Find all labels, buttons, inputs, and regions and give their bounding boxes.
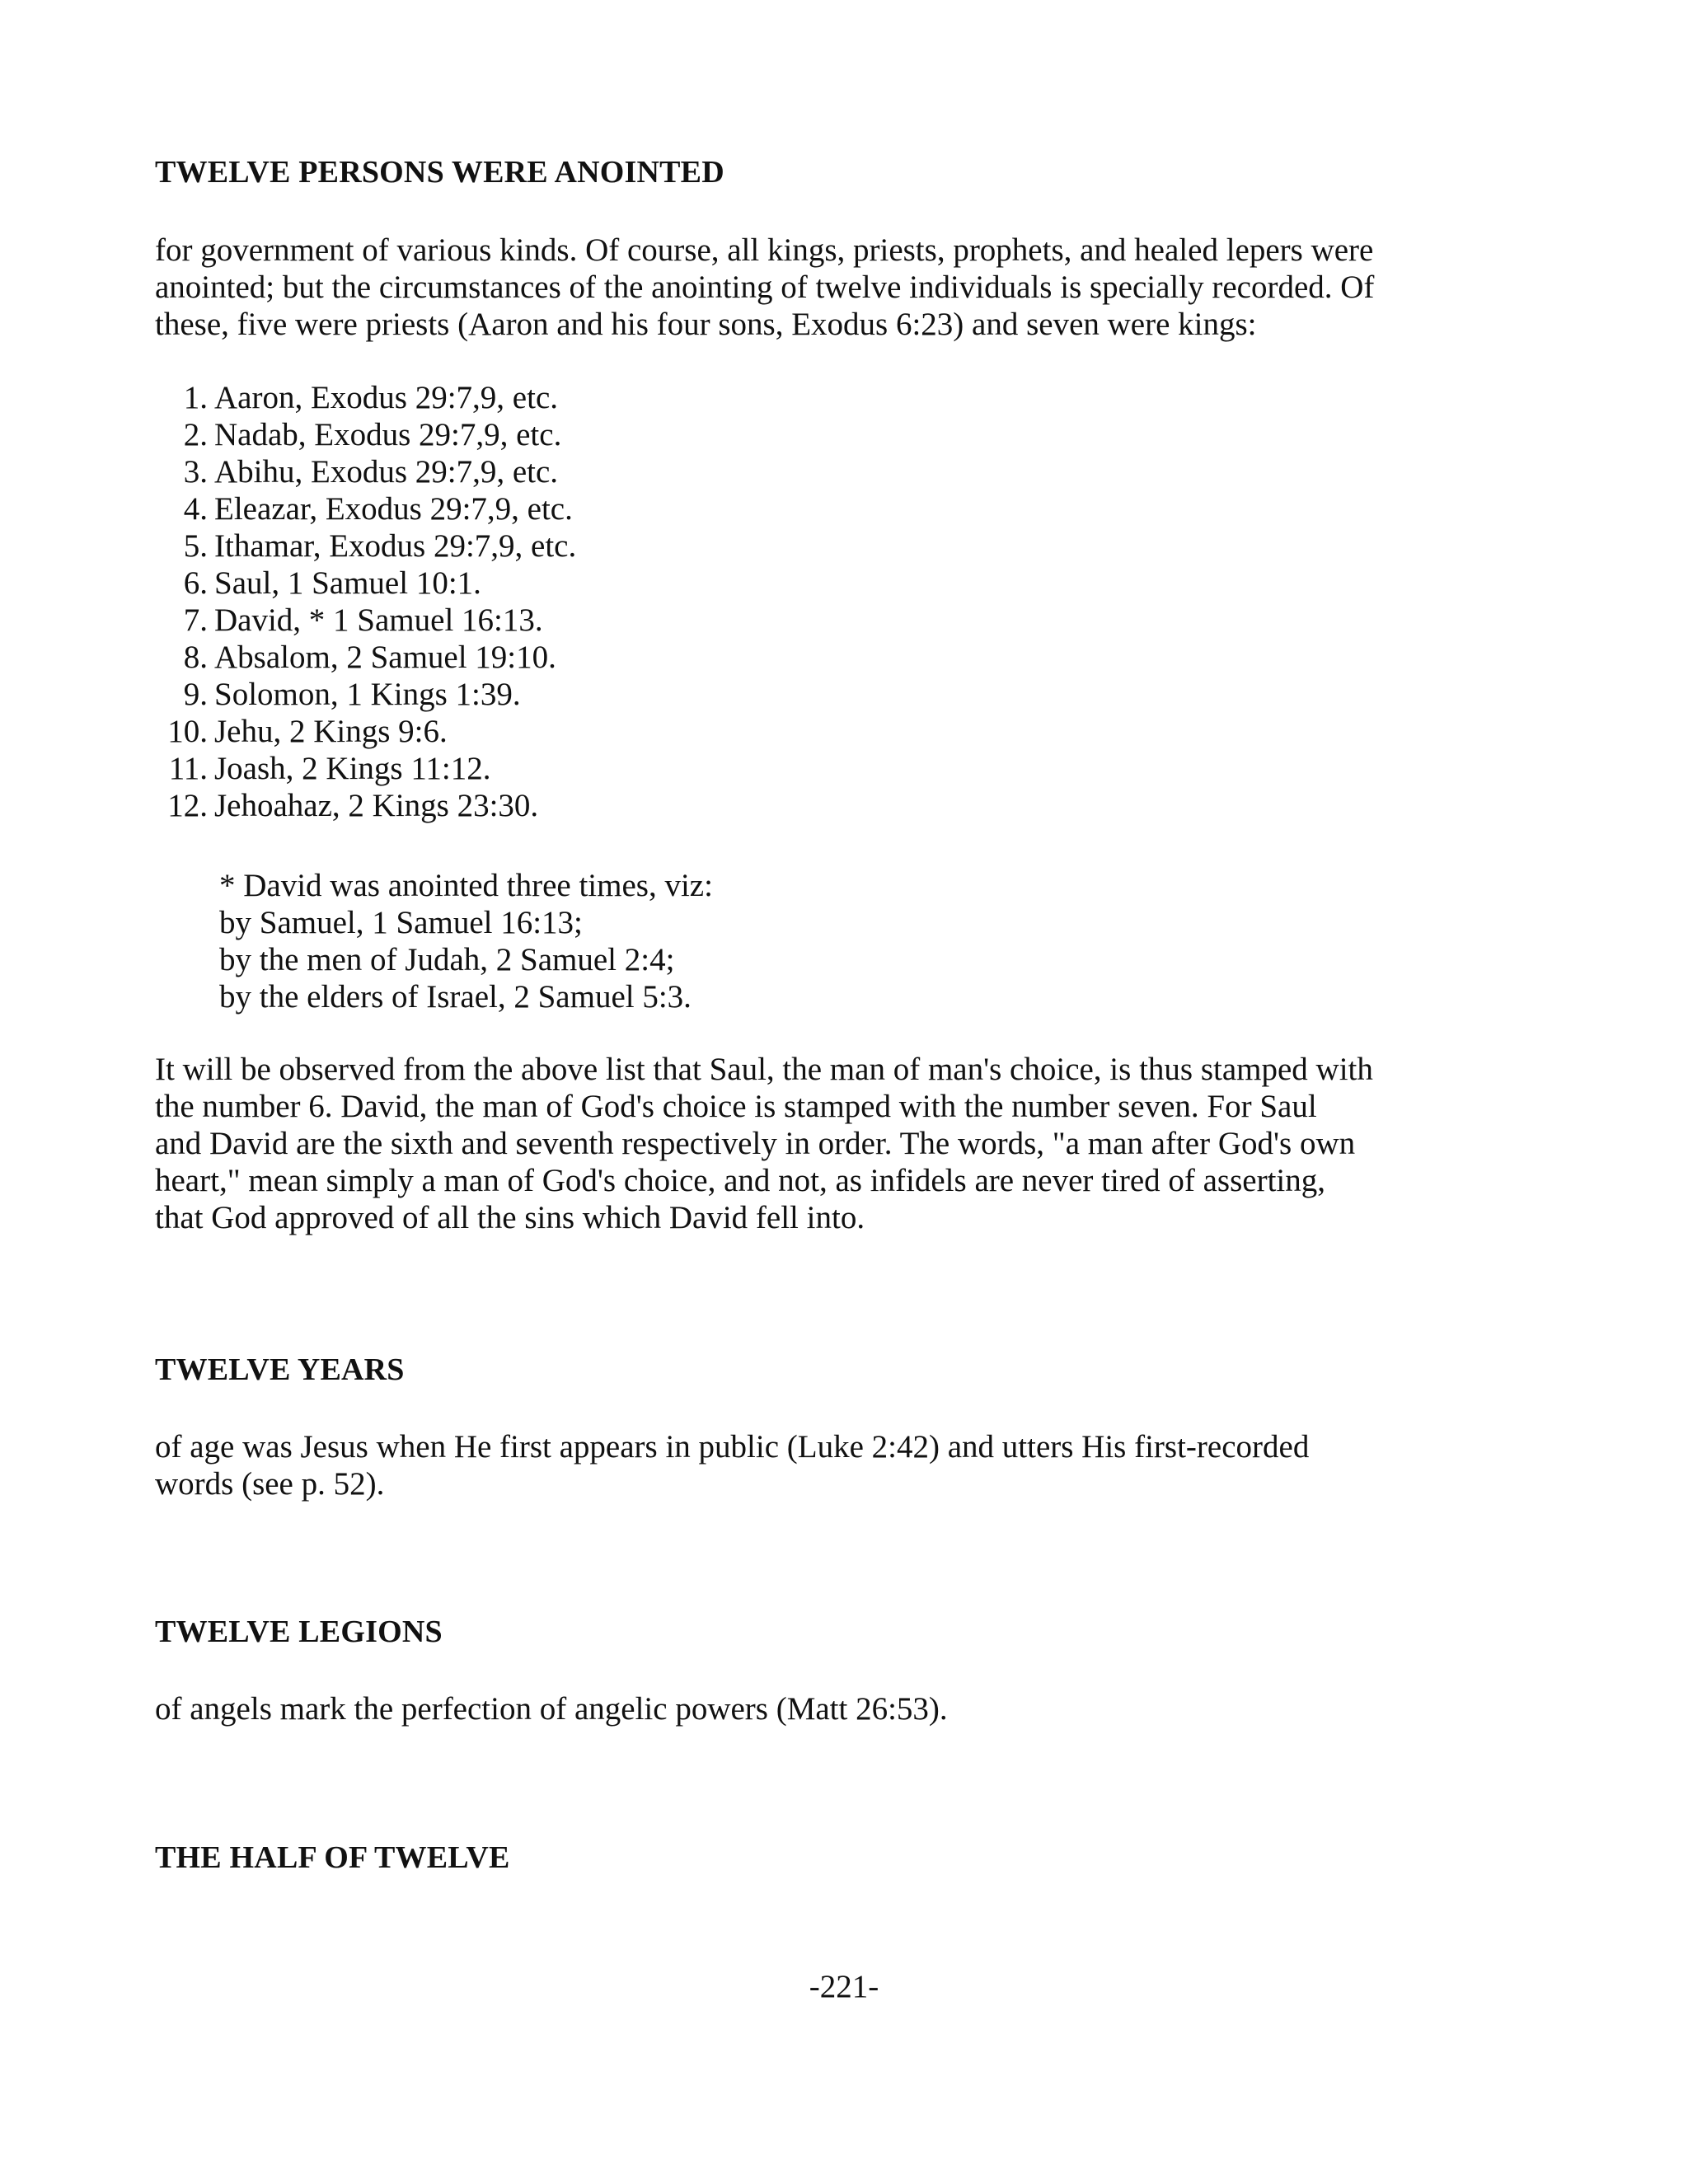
list-item-text: Abihu, Exodus 29:7,9, etc. — [214, 454, 559, 490]
list-number: 8. — [183, 640, 208, 675]
footnote-line: * David was anointed three times, viz: — [219, 868, 713, 903]
footnote-line: by the men of Judah, 2 Samuel 2:4; — [219, 942, 675, 977]
page-number: -221- — [809, 1969, 879, 2004]
paragraph-line: the number 6. David, the man of God's choice is stamped with the number seven. For Saul — [155, 1089, 1317, 1124]
list-item — [155, 750, 576, 787]
list-item-text: Nadab, Exodus 29:7,9, etc. — [214, 417, 562, 452]
list-item — [155, 490, 576, 527]
david-footnote — [219, 867, 713, 1015]
paragraph-line: of angels mark the perfection of angelic powers (Matt 26:53). — [155, 1691, 948, 1727]
list-number: 6. — [183, 565, 208, 601]
list-item-text: Eleazar, Exodus 29:7,9, etc. — [214, 491, 573, 527]
paragraph-line: that God approved of all the sins which David fell into. — [155, 1200, 865, 1235]
list-item-text: Absalom, 2 Samuel 19:10. — [214, 640, 556, 675]
list-item — [155, 787, 576, 824]
list-number: 9. — [183, 677, 208, 712]
list-item — [155, 676, 576, 713]
footnote-line: by Samuel, 1 Samuel 16:13; — [219, 905, 583, 940]
anointed-persons-list — [155, 379, 576, 824]
years-paragraph — [155, 1428, 1540, 1502]
list-number: 5. — [183, 528, 208, 564]
list-number: 10. — [167, 714, 208, 749]
list-item-text: Jehoahaz, 2 Kings 23:30. — [214, 788, 539, 823]
list-item — [155, 416, 576, 453]
footnote-line: by the elders of Israel, 2 Samuel 5:3. — [219, 979, 692, 1015]
list-number: 7. — [183, 602, 208, 638]
list-number: 4. — [183, 491, 208, 527]
list-item — [155, 639, 576, 676]
section-heading-half: THE HALF OF TWELVE — [155, 1840, 510, 1875]
list-item — [155, 602, 576, 639]
section-heading-anointed: TWELVE PERSONS WERE ANOINTED — [155, 155, 724, 190]
list-number: 11. — [168, 751, 208, 786]
list-item-text: Jehu, 2 Kings 9:6. — [214, 714, 448, 749]
legions-paragraph — [155, 1690, 1540, 1727]
paragraph-line: of age was Jesus when He first appears in public (Luke 2:42) and utters His first-recorded — [155, 1429, 1310, 1465]
list-number: 3. — [183, 454, 208, 490]
list-item — [155, 565, 576, 602]
section-heading-legions: TWELVE LEGIONS — [155, 1615, 443, 1649]
section-heading-years: TWELVE YEARS — [155, 1352, 405, 1387]
list-item — [155, 527, 576, 565]
list-item-text: Saul, 1 Samuel 10:1. — [214, 565, 481, 601]
paragraph-line: these, five were priests (Aaron and his four sons, Exodus 6:23) and seven were kings: — [155, 307, 1257, 342]
list-item-text: Ithamar, Exodus 29:7,9, etc. — [214, 528, 577, 564]
paragraph-line: anointed; but the circumstances of the anointing of twelve individuals is specially recorded. Of — [155, 269, 1375, 305]
anointed-intro-paragraph — [155, 232, 1540, 343]
paragraph-line: It will be observed from the above list that Saul, the man of man's choice, is thus stamped with — [155, 1052, 1373, 1087]
list-item — [155, 379, 576, 416]
list-item — [155, 713, 576, 750]
list-item-text: Solomon, 1 Kings 1:39. — [214, 677, 521, 712]
paragraph-line: words (see p. 52). — [155, 1466, 385, 1502]
anointed-conclusion-paragraph — [155, 1051, 1540, 1236]
list-item-text: David, * 1 Samuel 16:13. — [214, 602, 543, 638]
list-number: 1. — [183, 380, 208, 415]
paragraph-line: heart," mean simply a man of God's choice, and not, as infidels are never tired of asserting, — [155, 1163, 1325, 1198]
list-number: 12. — [167, 788, 208, 823]
paragraph-line: for government of various kinds. Of course, all kings, priests, prophets, and healed lepers were — [155, 232, 1374, 268]
list-item-text: Aaron, Exodus 29:7,9, etc. — [214, 380, 559, 415]
list-item — [155, 453, 576, 490]
paragraph-line: and David are the sixth and seventh respectively in order. The words, "a man after God's own — [155, 1126, 1356, 1161]
list-item-text: Joash, 2 Kings 11:12. — [214, 751, 491, 786]
list-number: 2. — [183, 417, 208, 452]
